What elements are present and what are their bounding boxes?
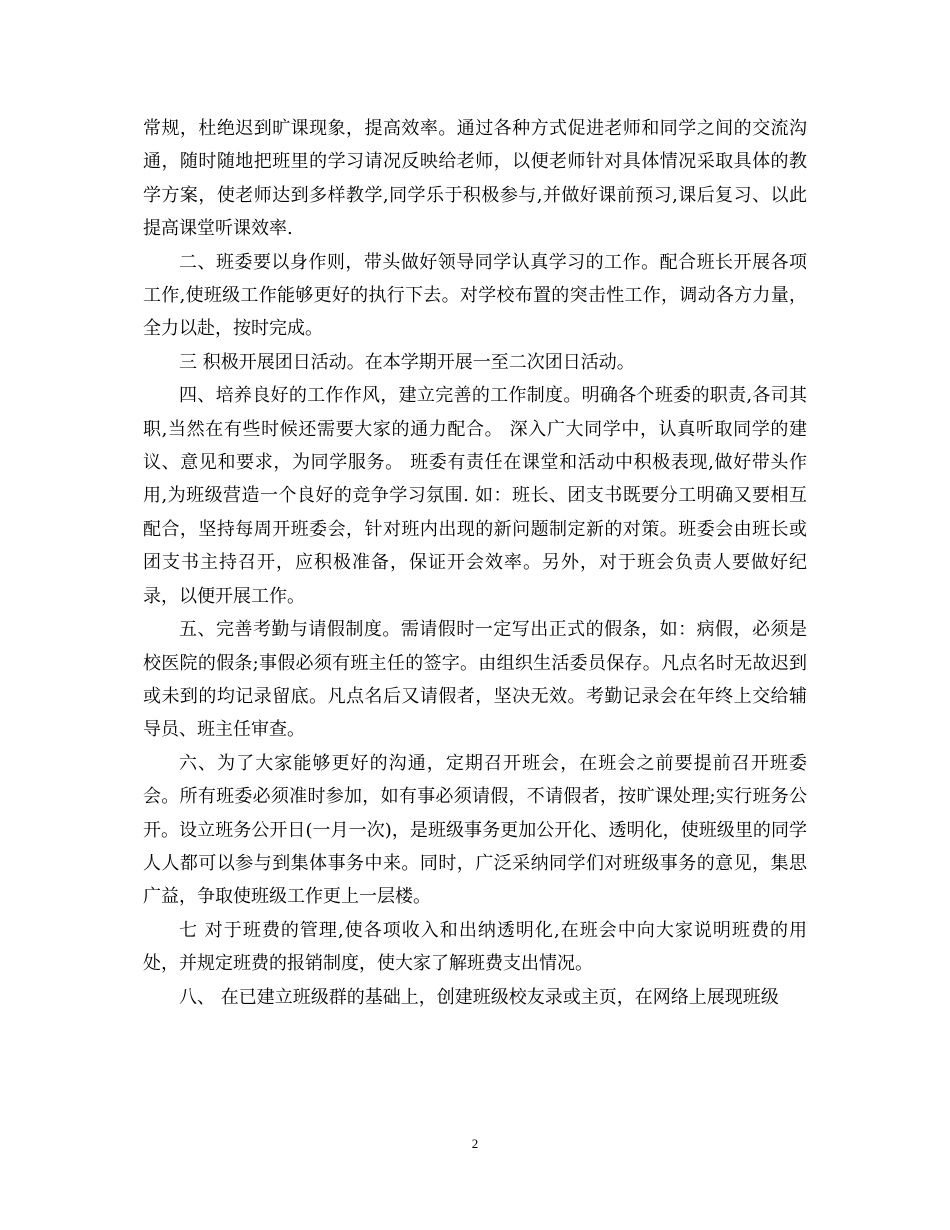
paragraph-item-3: 三 积极开展团日活动。在本学期开展一至二次团日活动。 xyxy=(179,351,635,373)
paragraph-item-2: 二、班委要以身作则，带头做好领导同学认真学习的工作。配合班长开展各项工作,使班级工作能够更好的执行下去。对学校布置的突击性工作，调动各方力量，全力以赴，按时完成。 xyxy=(143,251,807,340)
paragraph-continuation: 常规，杜绝迟到旷课现象，提高效率。通过各种方式促进老师和同学之间的交流沟通，随时随地把班里的学习请况反映给老师，以便老师针对具体情况采取具体的教学方案，使老师达到多样教学,同学乐于积极参与,并做好课前预习,课后复习、以此提高课堂听课效率. xyxy=(143,118,807,240)
paragraph-item-8: 八、 在已建立班级群的基础上，创建班级校友录或主页，在网络上展现班级 xyxy=(179,986,779,1008)
paragraph-item-6: 六、为了大家能够更好的沟通，定期召开班会，在班会之前要提前召开班委会。所有班委必须准时参加，如有事必须请假，不请假者，按旷课处理;实行班务公开。设立班务公开日(一月一次)，是班级事务更加公开化、透明化，使班级里的同学人人都可以参与到集体事务中来。同时，广泛采纳同学们对班级事务的意见，集思广益，争取使班级工作更上一层楼。 xyxy=(143,752,807,908)
paragraph-item-7: 七 对于班费的管理,使各项收入和出纳透明化,在班会中向大家说明班费的用处，并规定班费的报销制度，使大家了解班费支出情况。 xyxy=(143,919,807,975)
document-body xyxy=(143,112,807,1014)
paragraph-item-4: 四、培养良好的工作作风，建立完善的工作制度。明确各个班委的职责,各司其职,当然在有些时候还需要大家的通力配合。 深入广大同学中，认真听取同学的建议、意见和要求，为同学服务。 班委有责任在课堂和活动中积极表现,做好带头作用,为班级营造一个良好的竞争学习氛围. 如：班长、团支书既要分工明确又要相互配合，坚持每周开班委会，针对班内出现的新问题制定新的对策。班委会由班长或团支书主持召开，应积极准备，保证开会效率。另外，对于班会负责人要做好纪录，以便开展工作。 xyxy=(143,385,807,607)
page-number: 2 xyxy=(471,1136,479,1151)
paragraph-item-5: 五、完善考勤与请假制度。需请假时一定写出正式的假条，如：病假，必须是校医院的假条;事假必须有班主任的签字。由组织生活委员保存。凡点名时无故迟到或未到的均记录留底。凡点名后又请假者，坚决无效。考勤记录会在年终上交给辅导员、班主任审查。 xyxy=(143,619,807,741)
